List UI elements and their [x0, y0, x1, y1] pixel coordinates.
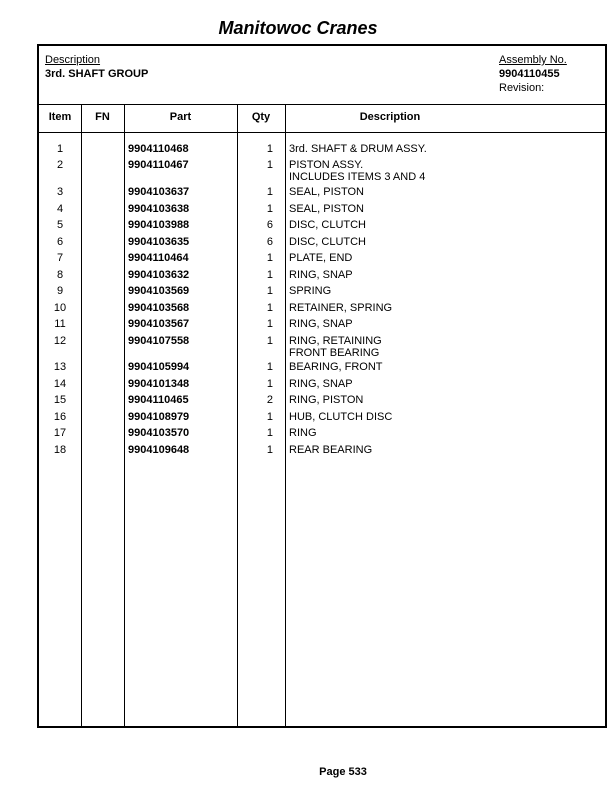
part-number: 9904110467	[128, 159, 189, 171]
quantity: 1	[266, 361, 273, 373]
description-line: SEAL, PISTON	[289, 186, 364, 198]
item-number: 2	[56, 159, 64, 171]
description-line: SPRING	[289, 285, 332, 297]
part-number: 9904103570	[128, 427, 190, 439]
assembly-description: 3rd. SHAFT GROUP	[45, 68, 149, 80]
item-number: 10	[53, 302, 67, 314]
part-description	[289, 143, 427, 155]
quantity: 1	[266, 143, 273, 155]
part-description	[289, 186, 364, 198]
part-description	[289, 159, 425, 183]
part-number: 9904103567	[128, 318, 190, 330]
item-number: 11	[54, 318, 66, 330]
part-number: 9904110465	[128, 394, 189, 406]
part-number: 9904101348	[128, 378, 190, 390]
part-number: 9904110468	[128, 143, 189, 155]
item-number: 12	[53, 335, 67, 347]
description-line: INCLUDES ITEMS 3 AND 4	[289, 171, 426, 183]
column-divider	[124, 104, 125, 726]
column-divider	[285, 104, 286, 726]
part-description	[289, 269, 353, 281]
description-line: RETAINER, SPRING	[289, 302, 393, 314]
quantity: 2	[266, 394, 273, 406]
quantity: 1	[266, 252, 273, 264]
description-line: BEARING, FRONT	[289, 361, 383, 373]
quantity: 1	[266, 335, 273, 347]
part-number: 9904103632	[128, 269, 190, 281]
description-line: RING, SNAP	[289, 378, 353, 390]
item-number: 1	[56, 143, 64, 155]
item-number: 8	[56, 269, 64, 281]
description-line: FRONT BEARING	[289, 347, 380, 359]
part-number: 9904105994	[128, 361, 190, 373]
part-description	[289, 335, 382, 359]
description-label: Description	[45, 54, 101, 66]
item-number: 9	[56, 285, 64, 297]
quantity: 1	[266, 411, 273, 423]
description-line: HUB, CLUTCH DISC	[289, 411, 393, 423]
column-header-part: Part	[169, 111, 192, 123]
column-header-item: Item	[48, 111, 72, 123]
part-description	[289, 444, 372, 456]
description-line: DISC, CLUTCH	[289, 236, 367, 248]
part-number: 9904109648	[128, 444, 190, 456]
quantity: 1	[266, 444, 273, 456]
part-number: 9904103988	[128, 219, 190, 231]
quantity: 6	[266, 219, 273, 231]
quantity: 1	[266, 285, 273, 297]
item-number: 4	[56, 203, 64, 215]
item-number: 3	[56, 186, 64, 198]
quantity: 1	[266, 186, 273, 198]
quantity: 6	[266, 236, 273, 248]
part-number: 9904108979	[128, 411, 190, 423]
part-number: 9904103635	[128, 236, 190, 248]
page-title: Manitowoc Cranes	[218, 18, 378, 38]
part-description	[289, 252, 352, 264]
revision-label: Revision:	[499, 82, 545, 94]
part-number: 9904110464	[128, 252, 189, 264]
description-line: DISC, CLUTCH	[289, 219, 367, 231]
quantity: 1	[266, 269, 273, 281]
part-description	[289, 411, 392, 423]
quantity: 1	[266, 427, 273, 439]
item-number: 15	[53, 394, 67, 406]
item-number: 6	[56, 236, 64, 248]
part-description	[289, 318, 353, 330]
quantity: 1	[266, 378, 273, 390]
part-number: 9904103569	[128, 285, 190, 297]
item-number: 17	[53, 427, 67, 439]
item-number: 14	[53, 378, 67, 390]
description-line: REAR BEARING	[289, 444, 373, 456]
description-line: SEAL, PISTON	[289, 203, 364, 215]
part-number: 9904103637	[128, 186, 190, 198]
quantity: 1	[266, 203, 273, 215]
description-line: RING, SNAP	[289, 269, 353, 281]
parts-list-frame	[37, 44, 607, 728]
column-header-qty: Qty	[251, 111, 271, 123]
item-number: 5	[56, 219, 64, 231]
description-line: 3rd. SHAFT & DRUM ASSY.	[289, 143, 427, 155]
part-description	[289, 236, 366, 248]
item-number: 13	[53, 361, 67, 373]
column-header-fn: FN	[95, 111, 110, 123]
description-line: RING, RETAINING	[289, 335, 382, 347]
part-number: 9904103638	[128, 203, 190, 215]
page-number: Page 533	[319, 766, 367, 778]
part-description	[289, 219, 366, 231]
part-description	[289, 427, 317, 439]
part-description	[289, 203, 364, 215]
item-number: 7	[56, 252, 64, 264]
quantity: 1	[266, 318, 273, 330]
column-header-description: Description	[359, 111, 421, 123]
quantity: 1	[266, 159, 273, 171]
part-description	[289, 361, 383, 373]
part-description	[289, 302, 392, 314]
part-description	[289, 394, 363, 406]
item-number: 18	[53, 444, 67, 456]
part-number: 9904107558	[128, 335, 190, 347]
part-description	[289, 285, 331, 297]
description-line: RING	[289, 427, 317, 439]
description-line: RING, PISTON	[289, 394, 364, 406]
part-description	[289, 378, 353, 390]
column-divider	[81, 104, 82, 726]
description-line: PLATE, END	[289, 252, 353, 264]
item-number: 16	[53, 411, 67, 423]
assembly-number: 9904110455	[499, 68, 560, 80]
description-line: PISTON ASSY.	[289, 159, 364, 171]
description-line: RING, SNAP	[289, 318, 353, 330]
assembly-number-label: Assembly No.	[499, 54, 567, 66]
quantity: 1	[266, 302, 273, 314]
assembly-header	[39, 46, 605, 105]
part-number: 9904103568	[128, 302, 190, 314]
